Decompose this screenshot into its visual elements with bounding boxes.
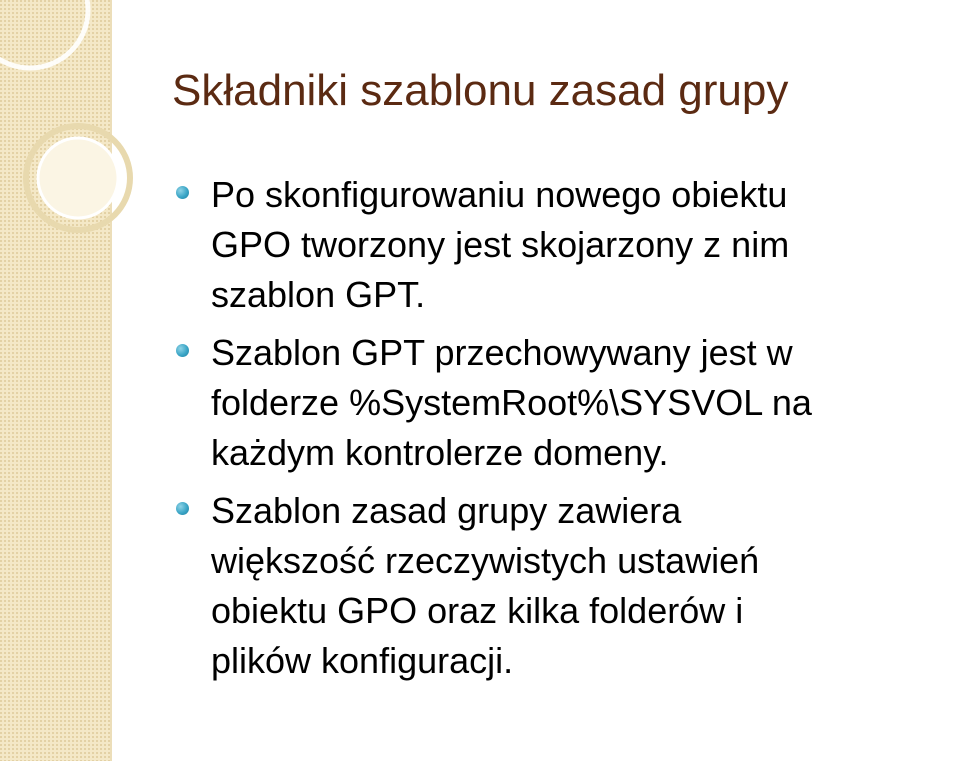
bullet-dot-icon [176, 502, 189, 515]
bullet-list [176, 170, 956, 694]
decorative-side-band [0, 0, 112, 761]
slide-title: Składniki szablonu zasad grupy [172, 66, 789, 115]
bullet-dot-icon [176, 344, 189, 357]
bullet-text: Szablon zasad grupy zawiera większość rzeczywistych ustawień obiektu GPO oraz kilka folderów i plików konfiguracji. [211, 490, 760, 681]
bullet-text: Po skonfigurowaniu nowego obiektu GPO tworzony jest skojarzony z nim szablon GPT. [211, 174, 790, 315]
bullet-text: Szablon GPT przechowywany jest w folderze %SystemRoot%\SYSVOL na każdym kontrolerze domeny. [211, 332, 812, 473]
bullet-item [176, 328, 956, 478]
bullet-item [176, 170, 956, 320]
bullet-dot-icon [176, 186, 189, 199]
bullet-item [176, 486, 956, 686]
